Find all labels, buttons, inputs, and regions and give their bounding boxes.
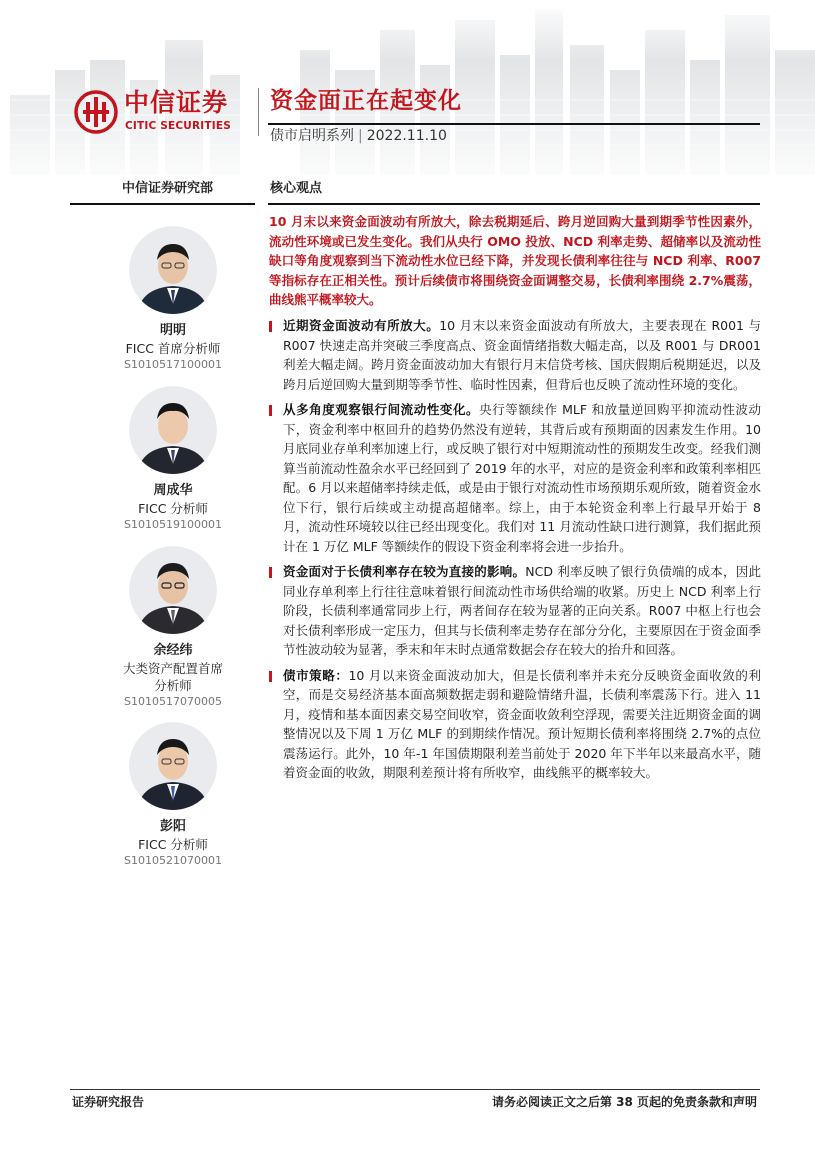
right-section-rule [268, 203, 760, 205]
analyst-title-line2: 分析师 [154, 678, 192, 693]
analyst-card [100, 386, 246, 533]
bullet-heading: 近期资金面波动有所放大。 [283, 318, 440, 333]
analyst-cert-number: S1010517100001 [124, 358, 222, 371]
bullet-item [269, 666, 761, 783]
bullet-body: 央行等额续作 MLF 和放量逆回购平抑流动性波动下，资金利率中枢回升的趋势仍然没有逆转，其背后或有预期面的因素发生作用。10 月底同业存单利率加速上行，或反映了银行对中短期流动性的预期发生改变。经我们测算当前流动性盈余水平已经回到了 2019 年的水平，对应的是资金利率和政策利率相匹配。6 月以来超储率持续走低，或是由于银行对流动性市场预期乐观所致，随着资金水位下行，银行后续或主动提高超储率。综上，由于本轮资金利率上行最早开始于 8 月，流动性环境较以往已经出现变化。我们对 11 月流动性缺口进行测算，我们据此预计在 1 万亿 MLF 等额续作的假设下资金利率将会进一步抬升。 [283, 402, 761, 554]
analyst-photo [129, 226, 217, 314]
bullet-heading: 从多角度观察银行间流动性变化。 [283, 402, 480, 417]
bullet-body: 10 月以来资金面波动加大，但是长债利率并未充分反映资金面收敛的利空，而是交易经济基本面高频数据走弱和避险情绪升温，长债利率震荡下行。进入 11 月，疫情和基本面因素交易空间收窄，资金面收敛利空浮现，需要关注近期资金面的调整情况以及下周 1 万亿 MLF 的到期续作情况。预计短期长债利率将围绕 2.7%的点位震荡运行。此外，10 年-1 年国债期限利差当前处于 2020 年下半年以来最高水平，随着资金面的收敛，期限利差预计将有所收窄，曲线熊平的概率较大。 [283, 667, 761, 780]
title-rule [268, 123, 760, 125]
report-title: 资金面正在起变化 [270, 88, 462, 114]
analyst-name: 周成华 [153, 483, 193, 498]
logo-english-name: CITIC SECURITIES [125, 120, 232, 132]
bullet-marker [269, 671, 272, 682]
bullet-item [269, 562, 761, 660]
header-divider [258, 88, 259, 136]
analyst-title: FICC 分析师 [138, 501, 208, 516]
analyst-title: FICC 首席分析师 [125, 341, 221, 356]
analyst-name: 明明 [159, 323, 186, 338]
bullet-body: 10 月末以来资金面波动有所放大，主要表现在 R001 与 R007 快速走高并突破三季度高点、资金面情绪指数大幅走高，以及 R001 与 DR001 利差大幅走阔。跨月资金面波动加大有银行月末信贷考核、国庆假期后税期延迟，以及跨月后逆回购大量到期等季节性、临时性因素，但背后也反映了流动性环境的变化。 [283, 318, 761, 392]
subtitle-separator: | [358, 128, 363, 144]
logo-chinese-name: 中信证券 [124, 88, 229, 117]
analyst-card [100, 722, 246, 869]
analyst-card [100, 546, 246, 710]
footer-disclaimer: 请务必阅读正文之后第 38 页起的免责条款和声明 [491, 1095, 757, 1109]
analyst-title-line1: 大类资产配置首席 [122, 661, 223, 676]
bullet-heading: 资金面对于长债利率存在较为直接的影响。 [283, 564, 526, 579]
analyst-photo [129, 386, 217, 474]
bullet-marker [269, 567, 272, 578]
bullet-marker [269, 405, 272, 416]
bullet-item [269, 316, 761, 394]
report-date: 2022.11.10 [366, 128, 447, 144]
citic-logo-icon [74, 90, 118, 134]
core-view-heading: 核心观点 [270, 181, 323, 196]
bullet-marker [269, 321, 272, 332]
core-bullet-list [269, 316, 761, 789]
bullet-item [269, 400, 761, 556]
series-name: 债市启明系列 [270, 128, 354, 144]
bullet-heading: 债市策略： [283, 667, 349, 683]
analyst-cert-number: S1010519100001 [124, 518, 222, 531]
footer-rule [70, 1089, 760, 1090]
analyst-name: 彭阳 [159, 819, 186, 834]
analyst-title: FICC 分析师 [138, 837, 208, 852]
company-logo [74, 88, 254, 136]
left-section-rule [70, 203, 255, 205]
analyst-photo [129, 546, 217, 634]
research-dept-heading: 中信证券研究部 [122, 181, 214, 196]
analyst-cert-number: S1010521070001 [124, 854, 222, 867]
bullet-body: NCD 利率反映了银行负债端的成本，因此同业存单利率上行往往意味着银行间流动性市场供给端的收紧。历史上 NCD 利率上行阶段，长债利率通常同步上行，两者间存在较为显著的正向关系。R007 中枢上行也会对长债利率形成一定压力，但其与长债利率走势存在部分分化，主要原因在于资金面季节性波动较为显著，季末和年末时点通常数据会存在较大的抬升和回落。 [283, 564, 761, 657]
analyst-cert-number: S1010517070005 [124, 695, 222, 708]
analyst-card [100, 226, 246, 373]
analyst-name: 余经纬 [153, 643, 193, 658]
report-subtitle [270, 126, 447, 146]
core-summary: 10 月末以来资金面波动有所放大，除去税期延后、跨月逆回购大量到期季节性因素外，流动性环境或已发生变化。我们从央行 OMO 投放、NCD 利率走势、超储率以及流动性缺口等角度观察到当下流动性水位已经下降，并发现长债利率往往与 NCD 利率、R007 等指标存在正相关性。预计后续债市将围绕资金面调整交易，长债利率围绕 2.7%震荡，曲线熊平概率较大。 [269, 214, 761, 307]
analyst-photo [129, 722, 217, 810]
footer-report-type: 证券研究报告 [72, 1095, 145, 1109]
